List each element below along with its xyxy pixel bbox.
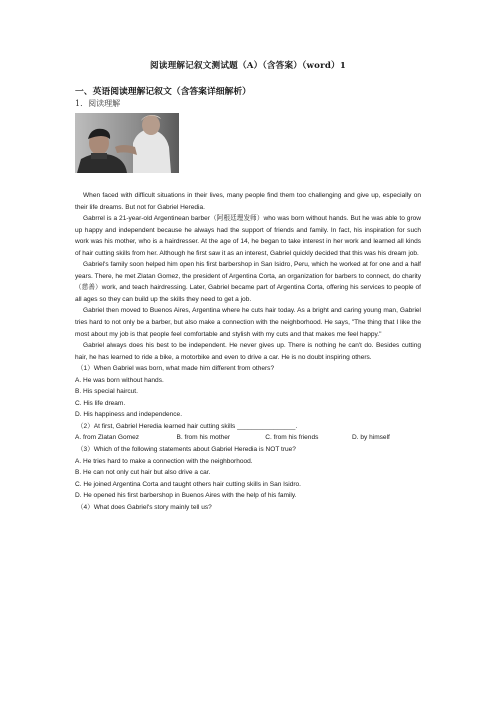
question-4-stem: （4）What does Gabriel's story mainly tell us? <box>77 503 212 511</box>
question-3-stem: （3）Which of the following statements about Gabriel Heredia is NOT true? <box>77 446 296 454</box>
passage-and-questions <box>75 190 421 513</box>
passage-paragraph-3: Gabriel's family soon helped him open his first barbershop in San Isidro, Peru, which he worked at for one and a half years. There, he met Zlatan Gomez, the president of Argentina Corta, an organization for barbers to connect, do charity（慈善）work, and teach hairdressing. Later, Gabriel became part of Argentina Corta, offering his services to people of all ages so they can build up the skills they need to get a job. <box>75 261 421 303</box>
question-3-option-c: C. He joined Argentina Corta and taught others hair cutting skills in San Isidro. <box>75 480 301 488</box>
question-2-option-c: C. from his friends <box>265 434 319 442</box>
passage-photo <box>75 113 179 173</box>
question-2-stem: （2）At first, Gabriel Heredia learned hair cutting skills ________________. <box>77 422 298 430</box>
question-1-stem: （1）When Gabriel was born, what made him different from others? <box>77 365 275 373</box>
question-1-option-b: B. His special haircut. <box>75 388 138 396</box>
question-2-option-d: D. by himself <box>352 434 390 442</box>
barber-photo-image <box>75 113 179 173</box>
question-1-option-a: A. He was born without hands. <box>75 376 164 384</box>
question-1-option-c: C. His life dream. <box>75 399 126 407</box>
question-2-option-a: A. from Zlatan Gomez <box>75 434 140 442</box>
passage-paragraph-4: Gabriel then moved to Buenos Aires, Argentina where he cuts hair today. As a bright and caring young man, Gabriel tries hard to not only be a barber, but also make a connection with the neighborhood. He says, "The thing that I like the most about my job is that people feel comfortable and stylish with my cuts and that makes me feel happy." <box>75 307 421 338</box>
question-2-option-b: B. from his mother <box>176 434 231 442</box>
question-3-option-d: D. He opened his first barbershop in Buenos Aires with the help of his family. <box>75 492 297 500</box>
question-2-options <box>75 432 421 444</box>
document-title: 阅读理解记叙文测试题（A）（含答案）（word）1 <box>150 61 346 71</box>
passage-paragraph-1: When faced with difficult situations in their lives, many people find them too challenging and give up, especially on their life dreams. But not for Gabriel Heredia. <box>75 192 421 211</box>
question-3-option-a: A. He tries hard to make a connection with the neighborhood. <box>75 457 253 465</box>
passage-paragraph-2: Gabrrel is a 21-year-old Argentinean barber（阿根廷理发师）who was born without hands. But he was able to grow up happy and independent because he always had the support of friends and family. In fact, his inspiration for such work was his mother, who is a hairdresser. At the age of 14, he began to take interest in her work and learned all kinds of hair cutting skills from her. Although he first saw it as an interest, Gabriel quickly decided that this was his dream job. <box>75 215 421 257</box>
question-1-option-d: D. His happiness and independence. <box>75 411 183 419</box>
question-3-option-b: B. He can not only cut hair but also drive a car. <box>75 469 211 477</box>
subsection-heading: 1．阅读理解 <box>75 99 121 108</box>
section-heading: 一、英语阅读理解记叙文（含答案详细解析） <box>75 87 251 97</box>
passage-paragraph-5: Gabriel always does his best to be independent. He never gives up. There is nothing he can't do. Besides cutting hair, he has learned to ride a bike, a motorbike and even to drive a car. He is no doubt inspiring others. <box>75 342 421 361</box>
